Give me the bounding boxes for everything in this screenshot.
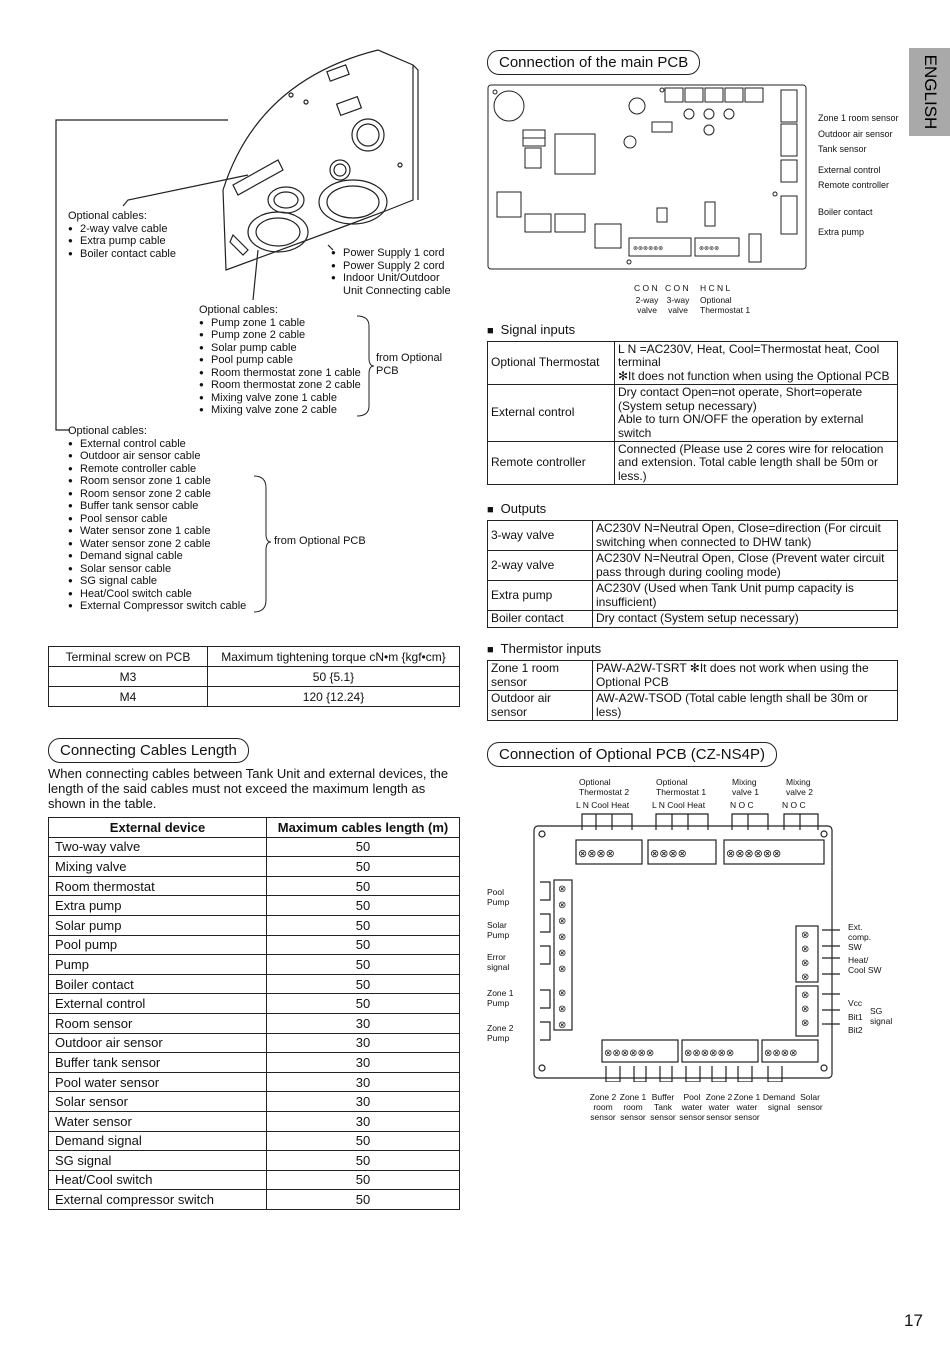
callout-item: ● Solar sensor cable bbox=[68, 563, 246, 576]
table-cell: Room sensor bbox=[49, 1013, 267, 1033]
callout-item: ● Buffer tank sensor cable bbox=[68, 500, 246, 513]
table-cell: Boiler contact bbox=[488, 611, 593, 628]
svg-text:⊗: ⊗ bbox=[558, 988, 567, 999]
outputs-table bbox=[487, 520, 898, 628]
svg-text:⊗: ⊗ bbox=[558, 1004, 567, 1015]
callout-item: ● 2-way valve cable bbox=[68, 223, 176, 236]
svg-text:⊗: ⊗ bbox=[801, 1018, 810, 1029]
callout-item: ● Boiler contact cable bbox=[68, 248, 176, 261]
table-cell: Extra pump bbox=[488, 581, 593, 611]
callout-item: ● Pool pump cable bbox=[199, 354, 361, 367]
table-cell: Mixing valve bbox=[49, 857, 267, 877]
table-cell: External control bbox=[49, 994, 267, 1014]
table-cell: Outdoor air sensor bbox=[488, 691, 593, 721]
table-cell: 50 bbox=[267, 994, 460, 1014]
connector-group-label: Mixing valve 2 bbox=[786, 777, 813, 797]
svg-text:⊗: ⊗ bbox=[558, 932, 567, 943]
table-cell: Zone 1 room sensor bbox=[488, 661, 593, 691]
table-cell: Pump bbox=[49, 955, 267, 975]
table-cell: AC230V (Used when Tank Unit pump capacity is insufficient) bbox=[593, 581, 898, 611]
table-cell: 50 bbox=[267, 935, 460, 955]
table-row bbox=[488, 691, 898, 721]
svg-text:⊗: ⊗ bbox=[558, 884, 567, 895]
pin-label: N O C bbox=[730, 800, 754, 810]
table-cell: Outdoor air sensor bbox=[49, 1033, 267, 1053]
table-cell: Pool water sensor bbox=[49, 1072, 267, 1092]
table-cell: Boiler contact bbox=[49, 974, 267, 994]
table-header: Maximum tightening torque cN•m {kgf•cm} bbox=[208, 647, 460, 667]
callout-item: ● Room sensor zone 2 cable bbox=[68, 488, 246, 501]
table-cell: 2-way valve bbox=[488, 551, 593, 581]
table-cell: External control bbox=[488, 385, 615, 442]
table-row bbox=[49, 1013, 460, 1033]
callout-item: ● Mixing valve zone 2 cable bbox=[199, 404, 361, 417]
pcb-label: Zone 1 room sensor bbox=[818, 113, 899, 123]
table-row bbox=[488, 385, 898, 442]
optional-pcb-title: Connection of Optional PCB (CZ-NS4P) bbox=[487, 742, 777, 767]
table-row bbox=[488, 611, 898, 628]
pcb-label: Pool water sensor bbox=[679, 1092, 705, 1122]
pcb-label: Outdoor air sensor bbox=[818, 128, 893, 139]
table-cell: 50 bbox=[267, 915, 460, 935]
table-cell: Optional Thermostat bbox=[488, 342, 615, 385]
callout-item: ● Water sensor zone 2 cable bbox=[68, 538, 246, 551]
table-row bbox=[49, 994, 460, 1014]
pcb-label: Heat/ Cool SW bbox=[848, 955, 882, 975]
table-cell: Room thermostat bbox=[49, 876, 267, 896]
table-cell: External compressor switch bbox=[49, 1190, 267, 1210]
pin-label: C O N bbox=[634, 283, 658, 293]
callout-item: ● Room thermostat zone 1 cable bbox=[199, 367, 361, 380]
table-cell: M4 bbox=[49, 687, 208, 707]
pcb-label: Pool Pump bbox=[487, 887, 510, 907]
svg-text:⊗: ⊗ bbox=[801, 1004, 810, 1015]
table-cell: PAW-A2W-TSRT ✻It does not work when using the Optional PCB bbox=[593, 661, 898, 691]
table-row bbox=[49, 955, 460, 975]
pcb-label: External control bbox=[818, 164, 881, 175]
thermistor-inputs-table bbox=[487, 660, 898, 721]
table-cell: 50 bbox=[267, 857, 460, 877]
pin-label: L N Cool Heat bbox=[652, 800, 706, 810]
table-cell: 30 bbox=[267, 1072, 460, 1092]
pin-label: C O N bbox=[665, 283, 689, 293]
table-cell: Demand signal bbox=[49, 1131, 267, 1151]
table-row bbox=[49, 896, 460, 916]
group-title: Optional cables: bbox=[199, 304, 278, 316]
table-row bbox=[488, 551, 898, 581]
svg-text:⊗⊗⊗⊗⊗⊗: ⊗⊗⊗⊗⊗⊗ bbox=[633, 246, 664, 252]
power-cables-callout bbox=[331, 247, 461, 297]
table-cell: 50 bbox=[267, 896, 460, 916]
table-cell: 30 bbox=[267, 1092, 460, 1112]
table-row bbox=[49, 857, 460, 877]
table-cell: 30 bbox=[267, 1053, 460, 1073]
table-row bbox=[49, 1092, 460, 1112]
table-row bbox=[488, 442, 898, 485]
pcb-label: Buffer Tank sensor bbox=[650, 1092, 676, 1122]
table-row bbox=[49, 1053, 460, 1073]
table-cell: Connected (Please use 2 cores wire for relocation and extension. Total cable length shall be 50m or less.) bbox=[615, 442, 898, 485]
outputs-heading: ■ Outputs bbox=[487, 501, 546, 516]
table-cell: Extra pump bbox=[49, 896, 267, 916]
table-row bbox=[49, 667, 460, 687]
table-cell: Heat/Cool switch bbox=[49, 1170, 267, 1190]
callout-item: ● Remote controller cable bbox=[68, 463, 246, 476]
table-cell: L N =AC230V, Heat, Cool=Thermostat heat, Cool terminal ✻It does not function when using the Optional PCB bbox=[615, 342, 898, 385]
table-row bbox=[49, 1072, 460, 1092]
svg-text:⊗: ⊗ bbox=[801, 930, 810, 941]
pcb-label: Zone 2 water sensor bbox=[705, 1092, 733, 1122]
table-cell: Two-way valve bbox=[49, 837, 267, 857]
table-cell: Water sensor bbox=[49, 1111, 267, 1131]
pcb-label: Bit1 bbox=[848, 1012, 863, 1022]
table-cell: 50 bbox=[267, 837, 460, 857]
callout-item: ● Pump zone 2 cable bbox=[199, 329, 361, 342]
pcb-label: Zone 2 room sensor bbox=[589, 1092, 617, 1122]
language-label: ENGLISH bbox=[920, 54, 940, 130]
connector-label: 2-way valve bbox=[635, 295, 659, 315]
table-row bbox=[49, 1170, 460, 1190]
pcb-label: Zone 2 Pump bbox=[487, 1023, 514, 1043]
table-cell: 50 bbox=[267, 1170, 460, 1190]
pcb-label: Vcc bbox=[848, 998, 863, 1008]
callout-item: ● Room sensor zone 1 cable bbox=[68, 475, 246, 488]
table-header: Terminal screw on PCB bbox=[49, 647, 208, 667]
pcb-label: Bit2 bbox=[848, 1025, 863, 1035]
optional-cables-group-3 bbox=[68, 425, 246, 613]
table-cell: M3 bbox=[49, 667, 208, 687]
main-pcb-diagram bbox=[487, 84, 817, 274]
pin-label: L N Cool Heat bbox=[576, 800, 630, 810]
connector-label: 3-way valve bbox=[666, 295, 690, 315]
cables-section-title: Connecting Cables Length bbox=[48, 738, 249, 763]
table-row bbox=[49, 1033, 460, 1053]
table-row bbox=[49, 1131, 460, 1151]
brace-label: from Optional PCB bbox=[274, 535, 366, 547]
callout-item: ● Mixing valve zone 1 cable bbox=[199, 392, 361, 405]
table-cell: 30 bbox=[267, 1111, 460, 1131]
svg-text:⊗: ⊗ bbox=[558, 964, 567, 975]
table-row bbox=[49, 1190, 460, 1210]
pcb-label: Error signal bbox=[487, 952, 510, 972]
signal-inputs-heading: ■ Signal inputs bbox=[487, 322, 575, 337]
svg-text:⊗⊗⊗⊗⊗⊗: ⊗⊗⊗⊗⊗⊗ bbox=[604, 1048, 655, 1059]
pcb-label: Extra pump bbox=[818, 226, 865, 237]
table-cell: 30 bbox=[267, 1013, 460, 1033]
pcb-label: Zone 1 water sensor bbox=[733, 1092, 761, 1122]
svg-text:⊗: ⊗ bbox=[801, 944, 810, 955]
table-cell: 50 bbox=[267, 1151, 460, 1171]
table-row bbox=[488, 342, 898, 385]
table-cell: 50 bbox=[267, 1190, 460, 1210]
table-cell: Buffer tank sensor bbox=[49, 1053, 267, 1073]
pcb-label: Remote controller bbox=[818, 180, 890, 191]
svg-text:⊗⊗⊗⊗: ⊗⊗⊗⊗ bbox=[650, 848, 687, 860]
connector-group-label: Mixing valve 1 bbox=[732, 777, 759, 797]
optional-cables-group-2 bbox=[199, 304, 361, 417]
signal-inputs-table bbox=[487, 341, 898, 485]
table-cell: 120 {12.24} bbox=[208, 687, 460, 707]
callout-item: ● Power Supply 2 cord bbox=[331, 260, 461, 273]
table-cell: Pool pump bbox=[49, 935, 267, 955]
language-tab bbox=[909, 48, 950, 136]
callout-item: ● External control cable bbox=[68, 438, 246, 451]
table-cell: AC230V N=Neutral Open, Close=direction (For circuit switching when connected to DHW tank) bbox=[593, 521, 898, 551]
callout-item: ● Water sensor zone 1 cable bbox=[68, 525, 246, 538]
connector-label: Optional Thermostat 1 bbox=[700, 295, 751, 315]
callout-item: ● Solar pump cable bbox=[199, 342, 361, 355]
svg-text:⊗⊗⊗⊗: ⊗⊗⊗⊗ bbox=[699, 246, 720, 252]
pcb-label: Boiler contact bbox=[818, 206, 873, 217]
terminal-screws bbox=[578, 848, 798, 1059]
pin-label: H C N L bbox=[700, 283, 731, 293]
table-cell: AW-A2W-TSOD (Total cable length shall be 30m or less) bbox=[593, 691, 898, 721]
pcb-label: Zone 1 room sensor bbox=[619, 1092, 647, 1122]
connector-group-label: Optional Thermostat 2 bbox=[579, 777, 630, 797]
callout-item: ● Pool sensor cable bbox=[68, 513, 246, 526]
table-cell: 30 bbox=[267, 1033, 460, 1053]
optional-pcb-diagram bbox=[520, 810, 840, 1082]
table-cell: 50 {5.1} bbox=[208, 667, 460, 687]
callout-item: ● Outdoor air sensor cable bbox=[68, 450, 246, 463]
table-cell: Dry contact (System setup necessary) bbox=[593, 611, 898, 628]
svg-text:⊗: ⊗ bbox=[801, 958, 810, 969]
side-terminal-screws bbox=[558, 884, 809, 1031]
pcb-label: Solar sensor bbox=[797, 1092, 823, 1112]
svg-text:⊗⊗⊗⊗: ⊗⊗⊗⊗ bbox=[764, 1048, 798, 1059]
callout-item: ● Demand signal cable bbox=[68, 550, 246, 563]
cables-length-table bbox=[48, 817, 460, 1210]
callout-item: ● Heat/Cool switch cable bbox=[68, 588, 246, 601]
callout-item: ● External Compressor switch cable bbox=[68, 600, 246, 613]
svg-text:⊗⊗⊗⊗: ⊗⊗⊗⊗ bbox=[578, 848, 615, 860]
pcb-label: SG signal bbox=[870, 1006, 893, 1026]
callout-item: ● Extra pump cable bbox=[68, 235, 176, 248]
table-cell: SG signal bbox=[49, 1151, 267, 1171]
table-row bbox=[49, 1151, 460, 1171]
table-cell: Solar pump bbox=[49, 915, 267, 935]
pcb-label: Zone 1 Pump bbox=[487, 988, 514, 1008]
pcb-label: Tank sensor bbox=[818, 144, 867, 155]
callout-item: ● Power Supply 1 cord bbox=[331, 247, 461, 260]
svg-text:⊗: ⊗ bbox=[558, 916, 567, 927]
table-cell: 3-way valve bbox=[488, 521, 593, 551]
main-pcb-right-labels bbox=[818, 111, 899, 240]
svg-text:⊗⊗⊗⊗⊗⊗: ⊗⊗⊗⊗⊗⊗ bbox=[726, 848, 782, 860]
main-pcb-title: Connection of the main PCB bbox=[487, 50, 700, 75]
table-cell: Solar sensor bbox=[49, 1092, 267, 1112]
pcb-label: Solar Pump bbox=[487, 920, 510, 940]
svg-text:⊗: ⊗ bbox=[558, 900, 567, 911]
cables-intro: When connecting cables between Tank Unit and external devices, the length of the said cables must not exceed the maximum length as shown in the table. bbox=[48, 766, 449, 811]
table-row bbox=[49, 687, 460, 707]
callout-item: ● Pump zone 1 cable bbox=[199, 317, 361, 330]
svg-text:⊗⊗⊗⊗⊗⊗: ⊗⊗⊗⊗⊗⊗ bbox=[684, 1048, 735, 1059]
table-cell: 50 bbox=[267, 955, 460, 975]
table-row bbox=[49, 974, 460, 994]
pcb-label: Ext. comp. SW bbox=[848, 922, 872, 952]
table-row bbox=[49, 935, 460, 955]
torque-table bbox=[48, 646, 460, 707]
table-header: External device bbox=[49, 818, 267, 838]
thermistor-inputs-heading: ■ Thermistor inputs bbox=[487, 641, 601, 656]
svg-text:⊗: ⊗ bbox=[801, 990, 810, 1001]
svg-text:⊗: ⊗ bbox=[558, 948, 567, 959]
callout-item: ● SG signal cable bbox=[68, 575, 246, 588]
pin-label: N O C bbox=[782, 800, 806, 810]
table-row bbox=[49, 876, 460, 896]
table-cell: 50 bbox=[267, 974, 460, 994]
group-title: Optional cables: bbox=[68, 425, 147, 437]
svg-text:⊗: ⊗ bbox=[801, 972, 810, 983]
page-number: 17 bbox=[904, 1311, 923, 1330]
table-row bbox=[49, 1111, 460, 1131]
table-cell: Remote controller bbox=[488, 442, 615, 485]
table-cell: Dry contact Open=not operate, Short=operate (System setup necessary) Able to turn ON/OFF the operation by external switch bbox=[615, 385, 898, 442]
brace-label: from Optional PCB bbox=[376, 352, 443, 377]
table-cell: AC230V N=Neutral Open, Close (Prevent water circuit pass through during cooling mode) bbox=[593, 551, 898, 581]
svg-text:⊗: ⊗ bbox=[558, 1020, 567, 1031]
optional-cables-group-1 bbox=[68, 210, 176, 260]
callout-item: ● Indoor Unit/Outdoor Unit Connecting cable bbox=[331, 272, 461, 297]
table-header: Maximum cables length (m) bbox=[267, 818, 460, 838]
table-row bbox=[488, 661, 898, 691]
table-cell: 50 bbox=[267, 876, 460, 896]
callout-item: ● Room thermostat zone 2 cable bbox=[199, 379, 361, 392]
terminal-screws bbox=[633, 246, 719, 252]
table-row bbox=[488, 521, 898, 551]
table-cell: 50 bbox=[267, 1131, 460, 1151]
brace bbox=[252, 474, 272, 614]
table-row bbox=[49, 837, 460, 857]
group-title: Optional cables: bbox=[68, 210, 147, 222]
brace bbox=[355, 314, 375, 418]
table-row bbox=[49, 915, 460, 935]
pcb-label: Demand signal bbox=[762, 1092, 796, 1112]
connector-group-label: Optional Thermostat 1 bbox=[656, 777, 707, 797]
table-row bbox=[488, 581, 898, 611]
